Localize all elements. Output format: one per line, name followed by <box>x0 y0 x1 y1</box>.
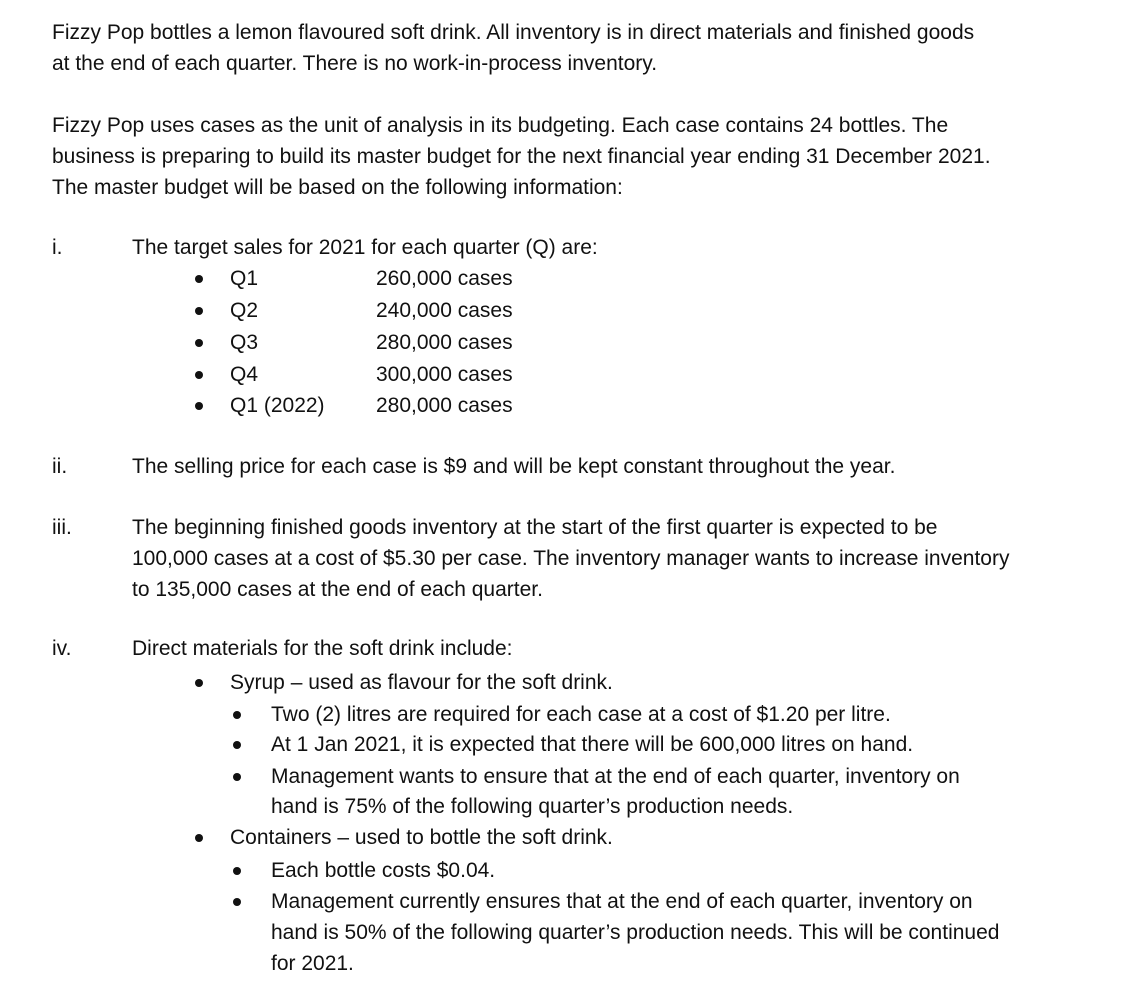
item-iii-line-2: 100,000 cases at a cost of $5.30 per case. The inventory manager wants to increase inventory <box>132 547 1010 570</box>
sales-row <box>0 295 1143 326</box>
sales-value: 280,000 cases <box>376 331 513 354</box>
sales-row <box>0 390 1143 421</box>
containers-heading-row <box>0 822 1143 853</box>
bullet-icon <box>233 898 241 906</box>
containers-point-continuation <box>0 948 1143 979</box>
item-ii-text: The selling price for each case is $9 and will be kept constant throughout the year. <box>132 455 896 478</box>
syrup-point: hand is 75% of the following quarter’s production needs. <box>271 795 794 818</box>
sales-quarter: Q1 <box>230 267 259 290</box>
bullet-icon <box>195 679 203 687</box>
containers-point-row <box>0 855 1143 886</box>
intro-paragraph <box>52 17 1112 79</box>
bullet-icon <box>233 773 241 781</box>
item-i-text: The target sales for 2021 for each quarter (Q) are: <box>132 236 598 259</box>
sales-quarter: Q2 <box>230 299 259 322</box>
intro-line-1: Fizzy Pop bottles a lemon flavoured soft drink. All inventory is in direct materials and finished goods <box>52 21 975 44</box>
budget-intro-line-1: Fizzy Pop uses cases as the unit of analysis in its budgeting. Each case contains 24 bottles. The <box>52 114 949 137</box>
sales-quarter: Q4 <box>230 363 259 386</box>
budget-intro-line-3: The master budget will be based on the following information: <box>52 176 623 199</box>
syrup-point: Two (2) litres are required for each case at a cost of $1.20 per litre. <box>271 703 891 726</box>
syrup-point-row <box>0 699 1143 730</box>
item-iii-line-3: to 135,000 cases at the end of each quarter. <box>132 578 543 601</box>
sales-value: 300,000 cases <box>376 363 513 386</box>
syrup-heading: Syrup – used as flavour for the soft drink. <box>230 671 613 694</box>
item-numeral-iii: iii. <box>52 516 72 539</box>
item-numeral-ii: ii. <box>52 455 68 478</box>
syrup-point: At 1 Jan 2021, it is expected that there will be 600,000 litres on hand. <box>271 733 914 756</box>
syrup-point-row <box>0 761 1143 792</box>
budget-intro-line-2: business is preparing to build its master budget for the next financial year ending 31 December 2021. <box>52 145 991 168</box>
sales-row <box>0 263 1143 294</box>
sales-quarter: Q1 (2022) <box>230 394 325 417</box>
item-iv-text: Direct materials for the soft drink include: <box>132 637 513 660</box>
item-numeral-i: i. <box>52 236 63 259</box>
syrup-point-row <box>0 729 1143 760</box>
containers-point: Each bottle costs $0.04. <box>271 859 496 882</box>
bullet-icon <box>195 402 203 410</box>
item-iii-line-1: The beginning finished goods inventory at the start of the first quarter is expected to be <box>132 516 938 539</box>
sales-value: 280,000 cases <box>376 394 513 417</box>
syrup-point-continuation <box>0 791 1143 822</box>
item-iii-text <box>132 512 1112 605</box>
sales-value: 240,000 cases <box>376 299 513 322</box>
bullet-icon <box>195 339 203 347</box>
budget-intro-paragraph <box>52 110 1112 203</box>
sales-value: 260,000 cases <box>376 267 513 290</box>
containers-point: hand is 50% of the following quarter’s production needs. This will be continued <box>271 921 1000 944</box>
bullet-icon <box>195 275 203 283</box>
bullet-icon <box>195 834 203 842</box>
bullet-icon <box>233 741 241 749</box>
bullet-icon <box>233 711 241 719</box>
syrup-point: Management wants to ensure that at the end of each quarter, inventory on <box>271 765 960 788</box>
bullet-icon <box>233 867 241 875</box>
containers-point-row <box>0 886 1143 917</box>
containers-point-continuation <box>0 917 1143 948</box>
bullet-icon <box>195 307 203 315</box>
containers-point: Management currently ensures that at the end of each quarter, inventory on <box>271 890 973 913</box>
containers-point: for 2021. <box>271 952 354 975</box>
sales-row <box>0 359 1143 390</box>
intro-line-2: at the end of each quarter. There is no work-in-process inventory. <box>52 52 658 75</box>
item-numeral-iv: iv. <box>52 637 72 660</box>
containers-heading: Containers – used to bottle the soft drink. <box>230 826 613 849</box>
bullet-icon <box>195 371 203 379</box>
sales-row <box>0 327 1143 358</box>
syrup-heading-row <box>0 667 1143 698</box>
sales-quarter: Q3 <box>230 331 259 354</box>
